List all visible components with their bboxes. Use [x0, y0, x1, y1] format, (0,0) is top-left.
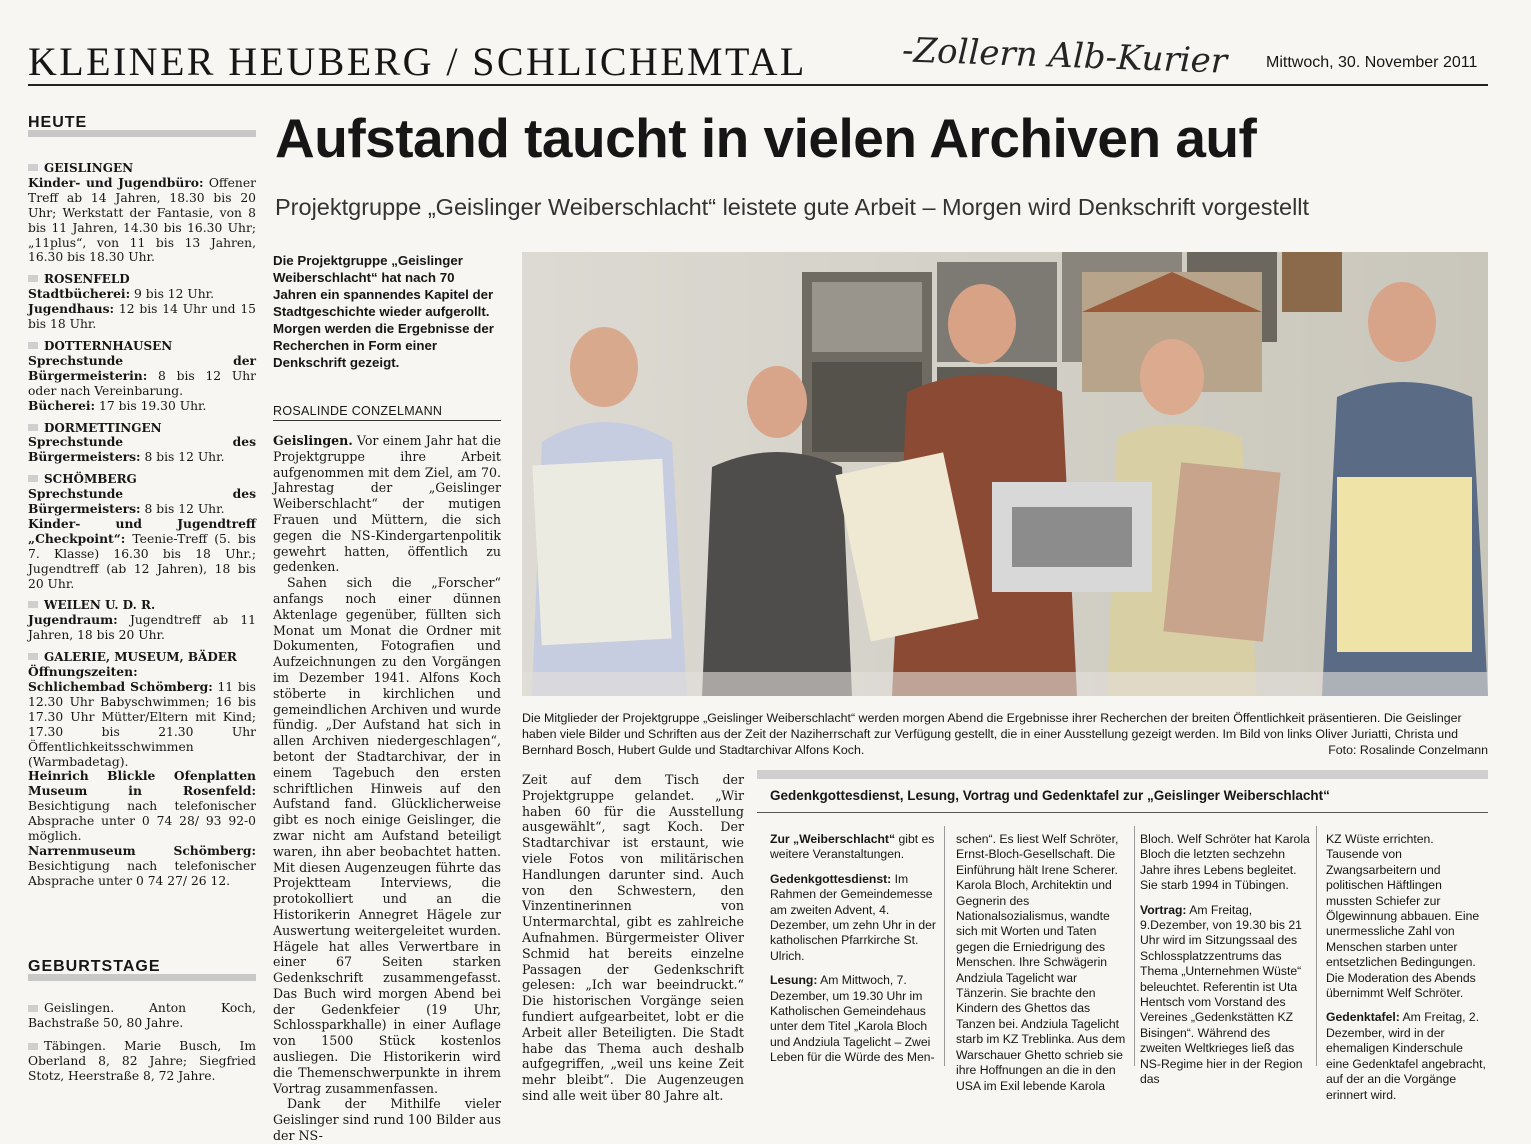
- infobox-heading: Gedenkgottesdienst, Lesung, Vortrag und Gedenktafel zur „Geislinger Weiberschlacht“: [770, 788, 1330, 803]
- listings: [28, 161, 256, 889]
- infobox-paragraph: Lesung: Am Mittwoch, 7. Dezember, um 19.30 Uhr im Katholischen Gemeindehaus unter dem Titel „Karola Bloch und Andziula Tagelicht – Zwei Leben für die Würde des Men-: [770, 973, 935, 1065]
- infobox-paragraph: schen“. Es liest Welf Schröter, Ernst-Bloch-Gesellschaft. Die Einführung hält Irene Scherer. Karola Bloch, Architektin und Gegnerin des Nationalsozialismus, wandte sich mit Worten und Taten gegen die Erniedrigung des Menschen. Ihre Schwägerin Andziula Tagelicht war Tänzerin. Sie brachte den Kindern des Ghettos das Tanzen bei. Andziula Tagelicht starb im KZ Treblinka. Aus dem Warschauer Ghetto schrieb sie ihre Hoffnungen an die in den USA im Exil lebende Karola: [956, 832, 1126, 1093]
- listing-entry: Sprechstunde der Bürgermeisterin: 8 bis 12 Uhr oder nach Vereinbarung. Bücherei: 17 bis 19.30 Uhr.: [28, 352, 256, 413]
- subheadline: Projektgruppe „Geislinger Weiberschlacht“ leistete gute Arbeit – Morgen wird Denkschrift vorgestellt: [275, 194, 1310, 220]
- section-title: KLEINER HEUBERG / SCHLICHEMTAL: [28, 39, 807, 84]
- infobox-column-2: [956, 832, 1128, 1103]
- headline: Aufstand taucht in vielen Archiven auf: [275, 107, 1257, 169]
- photo-credit: Foto: Rosalinde Conzelmann: [1328, 743, 1488, 757]
- article-column-1: [273, 433, 501, 1144]
- birthdays: [28, 1001, 256, 1084]
- birthday-entry: Geislingen. Anton Koch, Bachstraße 50, 80 Jahre.: [28, 1001, 256, 1030]
- article-paragraph: Sahen sich die „Forscher“ anfangs noch einer dünnen Aktenlage gegenüber, füllten sich Monat um Monat die Ordner mit Dokumenten, Fotografien und Aufzeichnungen zu den Vorgängen im Dezember 1941. Alfons Koch stöberte in kirchlichen und gemeindlichen Archiven und wurde fündig. „Der Aufstand hat sich in allen Archiven niedergeschlagen“, betont der Stadtarchivar, der in einem Tagebuch den ersten schriftlichen Hinweis auf den Aufstand fand. Glücklicherweise gibt es noch einige Geislinger, die zwar nicht am Aufstand beteiligt waren, ihn aber beobachtet hatten. Mit diesen Augenzeugen führte das Projektteam Interviews, die protokolliert und an die Historikerin Annegret Hägele zur Auswertung weitergeleitet wurden. Hägele hat alles Verwertbare in einer 67 Seiten starken Gedenkschrift zusammengefasst. Das Buch wird morgen Abend bei der Gedenkfeier (19 Uhr, Schlossparkhalle) in einer Auflage von 1500 Stück kostenlos ausliegen. Die Historikerin wird die Themenschwerpunkte in ihrem Vortrag zusammenfassen.: [273, 575, 501, 1096]
- group-photo: [522, 252, 1488, 696]
- photo-caption: [522, 710, 1488, 758]
- header-rule: [28, 84, 1488, 86]
- caption-text: Die Mitglieder der Projektgruppe „Geislinger Weiberschlacht“ werden morgen Abend die Ergebnisse ihrer Recherchen der breiten Öffentlichkeit präsentieren. Die Geislinger haben viele Bilder und Schriften aus der Zeit der Naziherrschaft zur Verfügung gestellt, die in einer Ausstellung gezeigt werden. Im Bild von links Oliver Juriatti, Christa und Bernhard Bosch, Hubert Gulde und Stadtarchivar Alfons Koch.: [522, 711, 1462, 757]
- article-paragraph: Geislingen. Vor einem Jahr hat die Projektgruppe ihre Arbeit aufgenommen mit dem Ziel, am 70. Jahrestag der „Geislinger Weiberschlacht“ der mutigen Frauen und Müttern, die sich gegen die NS-Kindergartenpolitik gewehrt hatten, öffentlich zu gedenken.: [273, 433, 501, 575]
- infobox-column-1: [770, 832, 938, 1075]
- listing-entry: Sprechstunde des Bürgermeisters: 8 bis 12 Uhr. Kinder- und Jugendtreff „Checkpoint“: Teenie-Treff (5. bis 7. Klasse) 16.30 bis 18 Uhr.; Jugendtreff (ab 12 Jahren), 18 bis 20 Uhr.: [28, 486, 256, 591]
- birthday-entry: Täbingen. Marie Busch, Im Oberland 8, 82 Jahre; Siegfried Stotz, Heerstraße 8, 72 Jahre.: [28, 1038, 256, 1083]
- handwritten-note: -Zollern Alb-Kurier: [901, 30, 1228, 82]
- column-divider: [1316, 826, 1317, 1066]
- geburtstage-title: GEBURTSTAGE: [28, 958, 161, 975]
- infobox-paragraph: Vortrag: Am Freitag, 9.Dezember, von 19.30 bis 21 Uhr wird im Sitzungssaal des Schlossplatzzentrums das Thema „Unternehmen Wüste“ beleuchtet. Referentin ist Uta Hentsch vom Vorstand des Vereines „Gedenkstätten KZ Bisingen“. Während des zweiten Weltkrieges ließ das NS-Regime hier in der Region das: [1140, 902, 1303, 1087]
- infobox-rule: [757, 812, 1488, 813]
- listing-entry: Kinder- und Jugendbüro: Offener Treff ab 14 Jahren, 18.30 bis 20 Uhr; Werkstatt der Fantasie, von 8 bis 11 Jahren, 14.30 bis 16.30 Uhr; „11plus“, von 11 bis 13 Jahren, 16.30 bis 18.30 Uhr.: [28, 174, 256, 265]
- listing-entry: Öffnungszeiten: Schlichembad Schömberg: 11 bis 12.30 Uhr Babyschwimmen; 16 bis 17.30 Uhr Mütter/Eltern mit Kind; 17.30 bis 21.30 Uhr Öffentlichkeitsschwimmen (Warmbadetag). Heinrich Blickle Ofenplatten Museum in Rosenfeld: Besichtigung nach telefonischer Absprache unter 0 74 28/ 93 92-0 möglich. Narrenmuseum Schömberg: Besichtigung nach telefonischer Absprache unter 0 74 27/ 26 12.: [28, 664, 256, 888]
- article-paragraph: Zeit auf dem Tisch der Projektgruppe gelandet. „Wir haben 60 für die Ausstellung ausgewählt“, sagt Koch. Der Stadtarchivar ist erstaunt, wie viele Fotos von militärischen Handlungen darunter sind. Auch von den Schwestern, den Vinzentinerinnen von Untermarchtal, gibt es zahlreiche Aufnahmen. Bürgermeister Oliver Schmid hat bereits einzelne Passagen der Gedenkschrift gelesen: „Ich war beeindruckt.“ Die historischen Vorgänge seien fundiert aufgearbeitet, lobt er die Arbeit aller Beteiligten. Die Stadt habe das Thema auch deshalb aufgegriffen, „weil uns keine Zeit mehr bleibt“. Die Augenzeugen sind alle weit über 80 Jahre alt.: [522, 772, 744, 1103]
- column-divider: [944, 826, 945, 1066]
- column-divider: [1134, 826, 1135, 1066]
- infobox-paragraph: Gedenkgottesdienst: Im Rahmen der Gemeindemesse am zweiten Advent, 4. Dezember, um zehn Uhr in der katholischen Pfarrkirche St. Ulrich.: [770, 871, 936, 963]
- listing-town: ROSENFELD: [28, 272, 256, 287]
- group-photo-illustration: [522, 252, 1488, 696]
- listing-town: GEISLINGEN: [28, 161, 256, 176]
- infobox-paragraph: Zur „Weiberschlacht“ gibt es weitere Veranstaltungen.: [770, 832, 935, 862]
- issue-date: Mittwoch, 30. November 2011: [1266, 54, 1478, 71]
- infobox-column-4: [1326, 832, 1486, 1112]
- infobox-bar: [757, 770, 1488, 779]
- infobox-paragraph: Bloch. Welf Schröter hat Karola Bloch die letzten sechzehn Jahre ihres Lebens begleitet. Sie starb 1994 in Tübingen.: [1140, 832, 1310, 893]
- infobox-paragraph: KZ Wüste errichten. Tausende von Zwangsarbeitern und politischen Häftlingen mussten Schiefer zur Ölgewinnung abbauen. Eine unermessliche Zahl von Menschen starben unter entsetzlichen Bedingungen. Die Moderation des Abends übernimmt Welf Schröter.: [1326, 832, 1480, 1001]
- listing-town: SCHÖMBERG: [28, 472, 256, 487]
- infobox-column-3: [1140, 832, 1310, 1097]
- infobox-paragraph: Gedenktafel: Am Freitag, 2. Dezember, wird in der ehemaligen Kinderschule eine Gedenktafel angebracht, auf der an die Vorgänge erinnert wird.: [1326, 1010, 1486, 1102]
- listing-town: DORMETTINGEN: [28, 421, 256, 436]
- birthdays-block: [28, 958, 256, 1092]
- listing-entry: Sprechstunde des Bürgermeisters: 8 bis 12 Uhr.: [28, 434, 256, 465]
- listing-town: WEILEN U. D. R.: [28, 598, 256, 613]
- byline: ROSALINDE CONZELMANN: [273, 404, 501, 421]
- sidebar: [28, 114, 256, 889]
- article-column-2: [522, 772, 744, 1104]
- listing-entry: Jugendraum: Jugendtreff ab 11 Jahren, 18 bis 20 Uhr.: [28, 612, 256, 643]
- heute-title: HEUTE: [28, 114, 88, 131]
- article-paragraph: Dank der Mithilfe vieler Geislinger sind rund 100 Bilder aus der NS-: [273, 1096, 501, 1144]
- lead-text: Die Projektgruppe „Geislinger Weiberschlacht“ hat nach 70 Jahren ein spannendes Kapitel der Stadtgeschichte wieder aufgerollt. Morgen werden die Ergebnisse der Recherchen in Form einer Denkschrift gezeigt.: [273, 253, 494, 370]
- listing-town: DOTTERNHAUSEN: [28, 339, 256, 354]
- listing-entry: Stadtbücherei: 9 bis 12 Uhr. Jugendhaus: 12 bis 14 Uhr und 15 bis 18 Uhr.: [28, 286, 256, 332]
- listing-town: GALERIE, MUSEUM, BÄDER: [28, 650, 256, 665]
